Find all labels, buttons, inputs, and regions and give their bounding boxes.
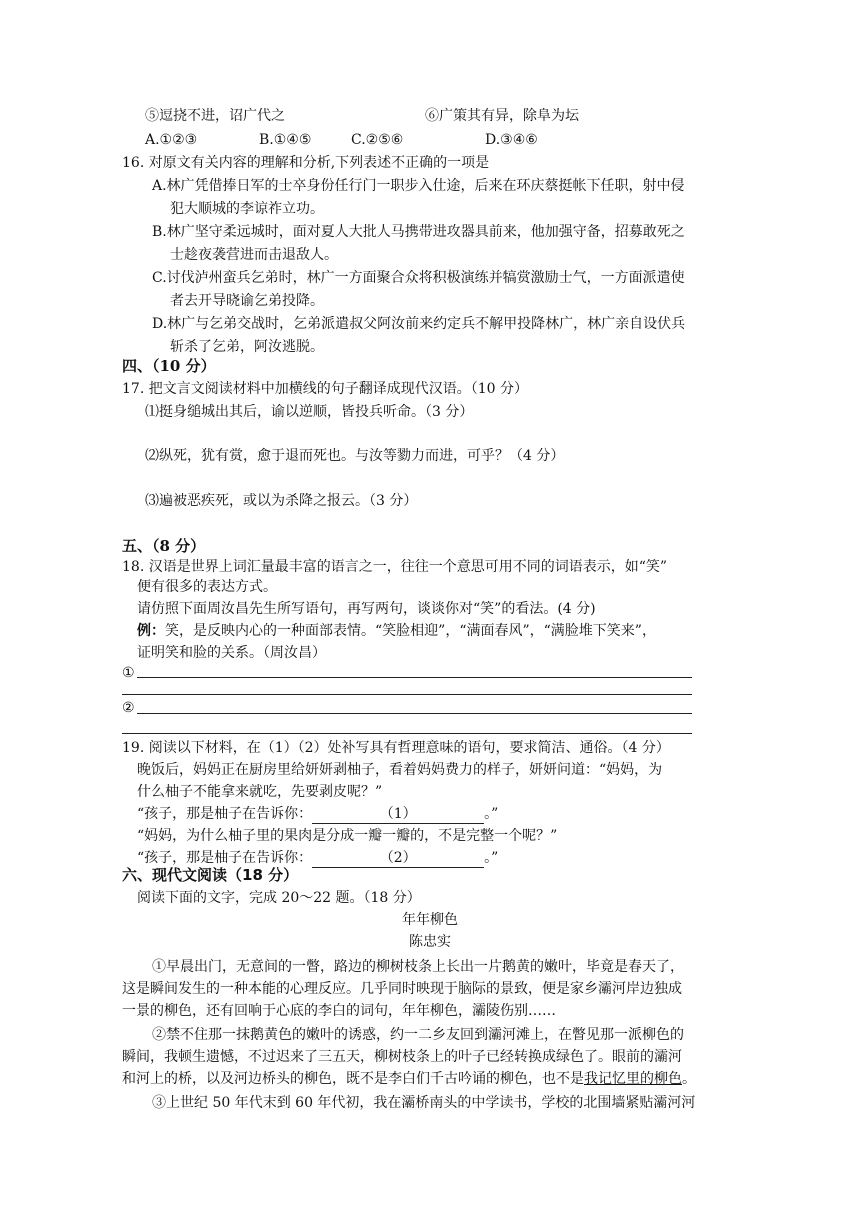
q19-line3-suffix: 。” bbox=[484, 806, 499, 822]
para2-line3-text: 和河上的桥，以及河边桥头的柳色，既不是李白们千古吟诵的柳色，也不是 bbox=[122, 1071, 584, 1087]
q16-option-b-line2: 士趁夜袭营进而击退敌人。 bbox=[170, 247, 338, 263]
section-6-intro: 阅读下面的文字，完成 20～22 题。（18 分） bbox=[137, 890, 421, 906]
q15-choice-d: D.③④⑥ bbox=[485, 132, 538, 148]
q18-instruction: 请仿照下面周汝昌先生所写语句，再写两句，谈谈你对“笑”的看法。(4 分) bbox=[137, 601, 596, 617]
q18-example-text: 笑，是反映内心的一种面部表情。“笑脸相迎”，“满面春风”，“满脸堆下笑来”， bbox=[165, 623, 656, 639]
q18-example-label: 例： bbox=[137, 623, 165, 639]
answer-line-2b[interactable] bbox=[122, 733, 692, 734]
answer-line-1a[interactable] bbox=[137, 677, 692, 678]
q19-line5-prefix: “孩子，那是柚子在告诉你： bbox=[137, 850, 313, 866]
article-author: 陈忠实 bbox=[409, 934, 451, 950]
q16-stem: 16. 对原文有关内容的理解和分析,下列表述不正确的一项是 bbox=[122, 155, 490, 171]
para2-line3-end: 。 bbox=[682, 1071, 696, 1087]
q17-stem: 17. 把文言文阅读材料中加横线的句子翻译成现代汉语。（10 分） bbox=[122, 381, 528, 397]
answer-line-1b[interactable] bbox=[122, 694, 692, 695]
para1-line3: 一景的柳色，还有回响于心底的李白的词句，年年柳色，灞陵伤别…… bbox=[122, 1003, 556, 1019]
q19-line3-prefix: “孩子，那是柚子在告诉你： bbox=[137, 806, 313, 822]
q16-option-c-line2: 者去开导晓谕乞弟投降。 bbox=[170, 293, 324, 309]
answer-mark-1: ① bbox=[122, 665, 135, 681]
q15-choice-c: C.②⑤⑥ bbox=[351, 132, 404, 148]
q18-stem-line1: 18. 汉语是世界上词汇量最丰富的语言之一，往往一个意思可用不同的词语表示，如“笑” bbox=[122, 559, 668, 575]
section-4-heading: 四、（10 分） bbox=[122, 357, 216, 375]
q17-part-3: ⑶遍被恶疾死，或以为杀降之报云。（3 分） bbox=[145, 493, 418, 509]
underlined-phrase: 我记忆里的柳色 bbox=[584, 1071, 682, 1087]
article-title: 年年柳色 bbox=[402, 912, 458, 928]
q16-option-d-line1: D.林广与乞弟交战时，乞弟派遣叔父阿汝前来约定兵不解甲投降林广，林广亲自设伏兵 bbox=[152, 316, 686, 332]
para2-line1: ②禁不住那一抹鹅黄色的嫩叶的诱惑，约一二乡友回到灞河滩上，在瞥见那一派柳色的 bbox=[152, 1027, 684, 1043]
q19-line5-suffix: 。” bbox=[484, 850, 499, 866]
q17-part-2: ⑵纵死，犹有赏，愈于退而死也。与汝等勠力而进，可乎？（4 分） bbox=[145, 448, 565, 464]
q15-item-6: ⑥广策其有异，除阜为坛 bbox=[425, 108, 579, 124]
q16-option-d-line2: 斩杀了乞弟，阿汝逃脱。 bbox=[170, 339, 324, 355]
answer-mark-2: ② bbox=[122, 700, 135, 716]
q18-example-line1 bbox=[137, 620, 656, 643]
q19-material-line3 bbox=[137, 803, 498, 826]
blank-2[interactable]: （2） bbox=[312, 849, 484, 868]
q19-material-line4: “妈妈，为什么柚子里的果肉是分成一瓣一瓣的，不是完整一个呢？” bbox=[137, 828, 558, 844]
section-5-heading: 五、（8 分） bbox=[122, 537, 206, 555]
para2-line2: 瞬间，我顿生遗憾，不过迟来了三五天，柳树枝条上的叶子已经转换成绿色了。眼前的灞河 bbox=[122, 1049, 682, 1065]
q15-item-5: ⑤逗挠不进，诏广代之 bbox=[145, 108, 285, 124]
section-6-heading: 六、现代文阅读（18 分） bbox=[122, 866, 299, 884]
q17-part-1: ⑴挺身缒城出其后，谕以逆顺，皆投兵听命。（3 分） bbox=[145, 404, 474, 420]
para2-line3 bbox=[122, 1068, 696, 1091]
q15-choice-b: B.①④⑤ bbox=[259, 132, 312, 148]
q19-stem: 19. 阅读以下材料，在（1）（2）处补写具有哲理意味的语句，要求简洁、通俗。（4 分） bbox=[122, 740, 670, 756]
q19-material-line1: 晚饭后，妈妈正在厨房里给妍妍剥柚子，看着妈妈费力的样子，妍妍问道：“妈妈，为 bbox=[137, 762, 663, 778]
q18-example-line2: 证明笑和脸的关系。（周汝昌） bbox=[137, 645, 326, 661]
q16-option-a-line1: A.林广凭借捧日军的士卒身份任行门一职步入仕途，后来在环庆蔡挺帐下任职，射中侵 bbox=[152, 178, 685, 194]
q15-choice-a: A.①②③ bbox=[145, 132, 198, 148]
para1-line2: 这是瞬间发生的一种本能的心理反应。几乎同时映现于脑际的景致，便是家乡灞河岸边独成 bbox=[122, 981, 682, 997]
q16-option-c-line1: C.讨伐泸州蛮兵乞弟时，林广一方面聚合众将积极演练并犒赏激励士气，一方面派遣使 bbox=[152, 270, 685, 286]
answer-line-2a[interactable] bbox=[137, 713, 692, 714]
q18-stem-line2: 便有很多的表达方式。 bbox=[137, 579, 277, 595]
q19-material-line2: 什么柚子不能拿来就吃，先要剥皮呢？” bbox=[137, 784, 383, 800]
q16-option-a-line2: 犯大顺城的李谅祚立功。 bbox=[170, 201, 324, 217]
q16-option-b-line1: B.林广坚守柔远城时，面对夏人大批人马携带进攻器具前来，他加强守备，招募敢死之 bbox=[152, 224, 685, 240]
q15-choices bbox=[145, 129, 538, 152]
para1-line1: ①早晨出门，无意间的一瞥，路边的柳树枝条上长出一片鹅黄的嫩叶，毕竟是春天了， bbox=[152, 959, 684, 975]
blank-1[interactable]: （1） bbox=[312, 805, 484, 824]
para3-line1: ③上世纪 50 年代末到 60 年代初，我在灞桥南头的中学读书，学校的北围墙紧贴灞河河 bbox=[152, 1095, 696, 1111]
